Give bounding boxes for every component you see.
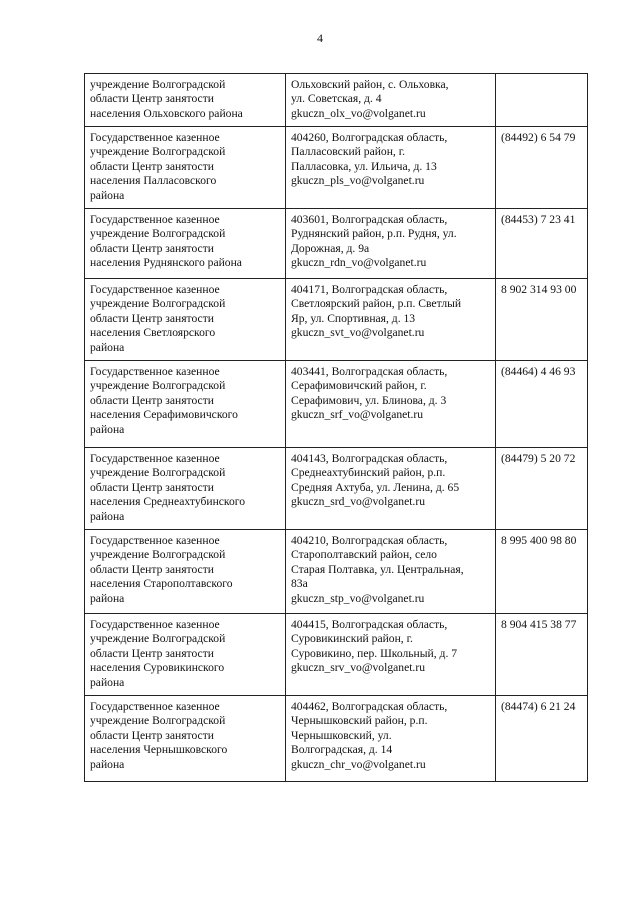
institution-name-cell-line: района xyxy=(90,675,125,689)
address-cell-line: ул. Советская, д. 4 xyxy=(291,92,382,106)
phone-cell-text: 8 995 400 98 80 xyxy=(501,534,577,547)
address-cell-line: 404143, Волгоградская область, xyxy=(291,452,448,465)
phone-cell-text: 8 902 314 93 00 xyxy=(501,283,577,296)
institution-name-cell xyxy=(85,127,286,209)
address-cell-line: 404415, Волгоградская область, xyxy=(291,618,448,631)
address-cell-line: Чернышковский, ул. xyxy=(291,728,392,742)
address-cell xyxy=(286,279,496,361)
phone-cell-text: (84453) 7 23 41 xyxy=(501,213,576,226)
institution-name-cell-line: населения Палласовского xyxy=(90,174,217,188)
address-cell-line: Старополтавский район, село xyxy=(291,548,437,562)
table-row xyxy=(85,696,588,782)
institution-name-cell-line: Государственное казенное xyxy=(90,700,220,713)
institution-name-cell-line: учреждение Волгоградской xyxy=(90,714,226,728)
institution-name-cell xyxy=(85,696,286,782)
institution-name-cell-line: Государственное казенное xyxy=(90,618,220,631)
institution-name-cell-line: области Центр занятости xyxy=(90,480,214,494)
address-cell-line: Палласовский район, г. xyxy=(291,145,406,159)
address-cell-line: 404210, Волгоградская область, xyxy=(291,534,448,547)
address-cell-line: gkuczn_svt_vo@volganet.ru xyxy=(291,326,425,340)
table-body xyxy=(85,74,588,782)
address-cell xyxy=(286,696,496,782)
address-cell-line: 404171, Волгоградская область, xyxy=(291,283,448,296)
address-cell-line: Средняя Ахтуба, ул. Ленина, д. 65 xyxy=(291,480,460,494)
phone-cell-text: 8 904 415 38 77 xyxy=(501,618,577,631)
address-cell xyxy=(286,530,496,614)
institution-name-cell-line: Государственное казенное xyxy=(90,131,220,144)
institution-name-cell-line: района xyxy=(90,591,125,605)
institution-name-cell-line: учреждение Волгоградской xyxy=(90,297,226,311)
address-cell-line: Чернышковский район, р.п. xyxy=(291,714,428,728)
address-cell-line: Среднеахтубинский район, р.п. xyxy=(291,466,446,480)
institution-name-cell-line: населения Среднеахтубинского xyxy=(90,495,246,509)
address-cell-line: gkuczn_srv_vo@volganet.ru xyxy=(291,661,425,675)
institution-name-cell xyxy=(85,209,286,279)
institution-name-cell-line: области Центр занятости xyxy=(90,562,214,576)
address-cell-line: gkuczn_pls_vo@volganet.ru xyxy=(291,174,425,188)
employment-centers-table xyxy=(84,73,588,782)
institution-name-cell xyxy=(85,361,286,448)
institution-name-cell-line: области Центр занятости xyxy=(90,393,214,407)
address-cell-line: gkuczn_rdn_vo@volganet.ru xyxy=(291,256,427,270)
institution-name-cell-line: населения Серафимовичского xyxy=(90,408,238,422)
address-cell xyxy=(286,209,496,279)
institution-name-cell-line: населения Суровикинского xyxy=(90,661,225,675)
address-cell-line: Волгоградская, д. 14 xyxy=(291,743,393,757)
table-row xyxy=(85,614,588,696)
institution-name-cell-line: области Центр занятости xyxy=(90,646,214,660)
institution-name-cell-line: населения Чернышковского xyxy=(90,743,228,757)
address-cell-line: 404462, Волгоградская область, xyxy=(291,700,448,713)
phone-cell-text: (84492) 6 54 79 xyxy=(501,131,576,144)
institution-name-cell xyxy=(85,614,286,696)
table-row xyxy=(85,530,588,614)
phone-cell-text: (84479) 5 20 72 xyxy=(501,452,576,465)
institution-name-cell xyxy=(85,74,286,127)
address-cell xyxy=(286,448,496,530)
institution-name-cell-line: учреждение Волгоградской xyxy=(90,632,226,646)
address-cell-line: gkuczn_srf_vo@volganet.ru xyxy=(291,408,424,422)
address-cell-line: gkuczn_chr_vo@volganet.ru xyxy=(291,757,426,771)
institution-name-cell xyxy=(85,279,286,361)
institution-name-cell-line: района xyxy=(90,422,125,436)
phone-cell xyxy=(496,279,588,361)
table-row xyxy=(85,279,588,361)
table-row xyxy=(85,209,588,279)
phone-cell xyxy=(496,361,588,448)
phone-cell xyxy=(496,530,588,614)
phone-cell-text: (84474) 6 21 24 xyxy=(501,700,576,713)
address-cell-line: Суровикинский район, г. xyxy=(291,632,413,646)
institution-name-cell-line: учреждение Волгоградской xyxy=(90,145,226,159)
institution-name-cell-line: района xyxy=(90,509,125,523)
phone-cell xyxy=(496,614,588,696)
address-cell xyxy=(286,74,496,127)
institution-name-cell-line: Государственное казенное xyxy=(90,283,220,296)
institution-name-cell-line: района xyxy=(90,340,125,354)
address-cell-line: Ольховский район, с. Ольховка, xyxy=(291,78,449,91)
address-cell-line: 83а xyxy=(291,577,308,591)
address-cell-line: gkuczn_olx_vo@volganet.ru xyxy=(291,106,426,120)
institution-name-cell-line: области Центр занятости xyxy=(90,728,214,742)
address-cell-line: Старая Полтавка, ул. Центральная, xyxy=(291,562,464,576)
institution-name-cell-line: учреждение Волгоградской xyxy=(90,78,226,91)
table-row xyxy=(85,361,588,448)
institution-name-cell-line: учреждение Волгоградской xyxy=(90,379,226,393)
address-cell-line: Серафимовичский район, г. xyxy=(291,379,427,393)
address-cell-line: Палласовка, ул. Ильича, д. 13 xyxy=(291,159,437,173)
address-cell xyxy=(286,361,496,448)
phone-cell xyxy=(496,74,588,127)
phone-cell xyxy=(496,209,588,279)
address-cell-line: Серафимович, ул. Блинова, д. 3 xyxy=(291,393,447,407)
institution-name-cell xyxy=(85,448,286,530)
table-row xyxy=(85,127,588,209)
institution-name-cell-line: района xyxy=(90,757,125,771)
address-cell-line: gkuczn_stp_vo@volganet.ru xyxy=(291,591,425,605)
address-cell-line: Светлоярский район, р.п. Светлый xyxy=(291,297,462,311)
institution-name-cell-line: области Центр занятости xyxy=(90,159,214,173)
phone-cell xyxy=(496,696,588,782)
page-number: 4 xyxy=(317,31,323,45)
institution-name-cell-line: района xyxy=(90,188,125,202)
address-cell-line: 403601, Волгоградская область, xyxy=(291,213,448,226)
institution-name-cell-line: населения Ольховского района xyxy=(90,106,243,120)
table-row xyxy=(85,448,588,530)
institution-name-cell xyxy=(85,530,286,614)
institution-name-cell-line: Государственное казенное xyxy=(90,452,220,465)
institution-name-cell-line: Государственное казенное xyxy=(90,365,220,378)
institution-name-cell-line: населения Руднянского района xyxy=(90,256,242,270)
address-cell-line: Суровикино, пер. Школьный, д. 7 xyxy=(291,646,458,660)
address-cell-line: Дорожная, д. 9а xyxy=(291,241,370,255)
institution-name-cell-line: учреждение Волгоградской xyxy=(90,466,226,480)
institution-name-cell-line: Государственное казенное xyxy=(90,534,220,547)
institution-name-cell-line: населения Старополтавского xyxy=(90,577,233,591)
table-row xyxy=(85,74,588,127)
institution-name-cell-line: области Центр занятости xyxy=(90,92,214,106)
phone-cell xyxy=(496,448,588,530)
address-cell xyxy=(286,127,496,209)
phone-cell-text: (84464) 4 46 93 xyxy=(501,365,576,378)
address-cell-line: 403441, Волгоградская область, xyxy=(291,365,448,378)
phone-cell xyxy=(496,127,588,209)
address-cell xyxy=(286,614,496,696)
address-cell-line: 404260, Волгоградская область, xyxy=(291,131,448,144)
address-cell-line: Яр, ул. Спортивная, д. 13 xyxy=(291,311,416,325)
institution-name-cell-line: Государственное казенное xyxy=(90,213,220,226)
institution-name-cell-line: учреждение Волгоградской xyxy=(90,548,226,562)
address-cell-line: Руднянский район, р.п. Рудня, ул. xyxy=(291,227,457,241)
address-cell-line: gkuczn_srd_vo@volganet.ru xyxy=(291,495,425,509)
institution-name-cell-line: учреждение Волгоградской xyxy=(90,227,226,241)
institution-name-cell-line: области Центр занятости xyxy=(90,241,214,255)
institution-name-cell-line: области Центр занятости xyxy=(90,311,214,325)
institution-name-cell-line: населения Светлоярского xyxy=(90,326,216,340)
